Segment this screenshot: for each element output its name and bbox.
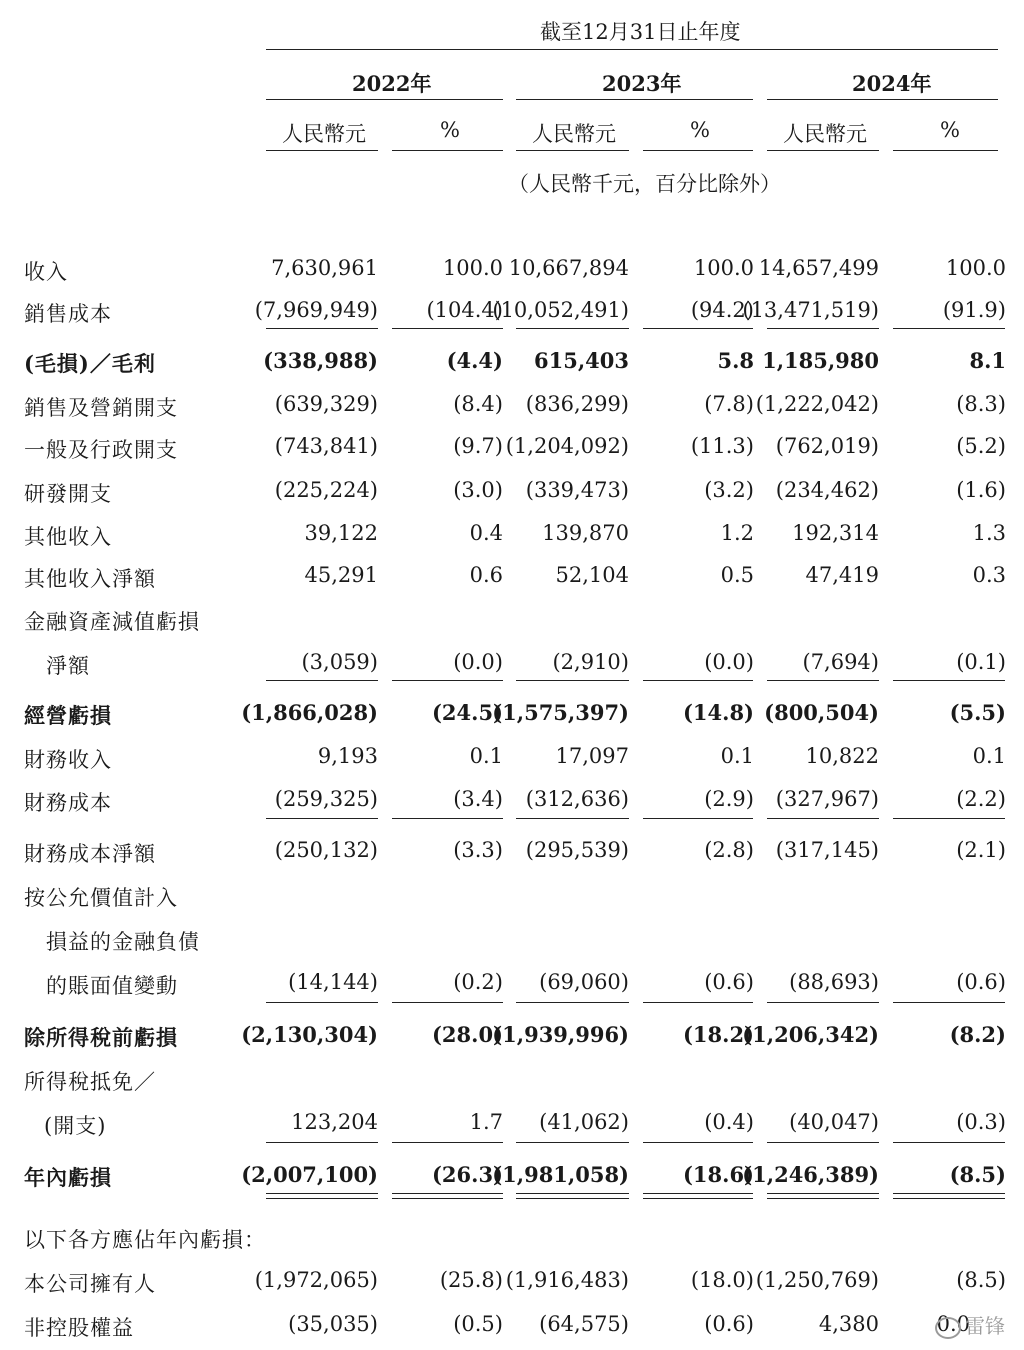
value-2022-rmb: (1,972,065)	[254, 1268, 378, 1292]
value-2022-pct: (104.4)	[426, 298, 503, 322]
value-2022-pct: (9.7)	[453, 434, 503, 458]
value-2022-pct: 0.6	[469, 563, 503, 587]
value-2024-pct: (5.5)	[949, 700, 1006, 725]
value-2024-rmb: 192,314	[792, 521, 879, 545]
row-label: 財務成本淨額	[24, 842, 156, 866]
subtotal-rule	[767, 1142, 879, 1143]
row-label: 非控股權益	[24, 1316, 134, 1340]
subtotal-rule	[392, 328, 503, 329]
value-2024-rmb: (800,504)	[764, 700, 879, 725]
value-2023-pct: (2.9)	[704, 787, 754, 811]
subtotal-rule	[643, 818, 753, 819]
value-2023-pct: 1.2	[720, 521, 754, 545]
value-2024-rmb: (1,206,342)	[742, 1022, 879, 1047]
year-2022-underline	[266, 99, 503, 100]
subtotal-rule	[643, 1002, 753, 1003]
value-2024-pct: 100.0	[945, 256, 1006, 280]
value-2023-rmb: 139,870	[542, 521, 629, 545]
row-label: 本公司擁有人	[24, 1272, 156, 1296]
subtotal-rule	[893, 818, 1005, 819]
value-2023-rmb: (10,052,491)	[492, 298, 629, 322]
value-2022-pct: 0.4	[469, 521, 503, 545]
pct-heading-2022: %	[440, 118, 460, 142]
value-2023-rmb: (1,575,397)	[492, 700, 629, 725]
value-2023-pct: (0.6)	[704, 970, 754, 994]
total-double-rule	[392, 1193, 503, 1199]
value-2023-pct: (18.0)	[690, 1268, 754, 1292]
subtotal-rule	[893, 1002, 1005, 1003]
subheader-underline	[392, 150, 503, 151]
row-label-continued: 淨額	[46, 654, 90, 678]
value-2022-rmb: (2,130,304)	[241, 1022, 378, 1047]
subtotal-rule	[266, 818, 378, 819]
value-2022-pct: 0.1	[469, 744, 503, 768]
value-2022-pct: (4.4)	[446, 348, 503, 373]
subheader-underline	[516, 150, 629, 151]
value-2023-pct: 5.8	[717, 348, 754, 373]
year-2024-underline	[767, 99, 998, 100]
currency-heading-2022: 人民幣元	[282, 122, 366, 146]
row-label: 財務收入	[24, 748, 112, 772]
value-2024-pct: (2.1)	[956, 838, 1006, 862]
value-2023-rmb: (1,916,483)	[505, 1268, 629, 1292]
value-2024-pct: 8.1	[969, 348, 1006, 373]
value-2023-rmb: 52,104	[555, 563, 629, 587]
currency-heading-2023: 人民幣元	[532, 122, 616, 146]
value-2023-rmb: 615,403	[534, 348, 629, 373]
value-2023-pct: (0.4)	[704, 1110, 754, 1134]
value-2024-rmb: (88,693)	[789, 970, 879, 994]
value-2022-rmb: 45,291	[304, 563, 378, 587]
value-2024-pct: (0.1)	[956, 650, 1006, 674]
value-2022-pct: (3.3)	[453, 838, 503, 862]
value-2022-pct: (26.3)	[431, 1162, 503, 1187]
value-2022-pct: (0.5)	[453, 1312, 503, 1336]
subheader-underline	[767, 150, 879, 151]
value-2022-rmb: (3,059)	[301, 650, 378, 674]
row-label: 經營虧損	[24, 703, 112, 728]
value-2024-pct: (91.9)	[942, 298, 1006, 322]
value-2024-pct: (8.2)	[949, 1022, 1006, 1047]
subtotal-rule	[643, 680, 753, 681]
value-2022-rmb: (743,841)	[274, 434, 378, 458]
row-label: 其他收入	[24, 525, 112, 549]
value-2023-pct: (2.8)	[704, 838, 754, 862]
subtotal-rule	[893, 1142, 1005, 1143]
period-heading: 截至12月31日止年度	[540, 20, 741, 44]
value-2022-pct: (0.0)	[453, 650, 503, 674]
value-2024-rmb: 14,657,499	[758, 256, 879, 280]
watermark-text: 雷锋	[965, 1314, 1005, 1338]
period-underline	[266, 49, 998, 50]
value-2023-rmb: (339,473)	[525, 478, 629, 502]
total-double-rule	[643, 1193, 753, 1199]
subheader-underline	[266, 150, 378, 151]
value-2023-pct: (18.2)	[682, 1022, 754, 1047]
value-2022-pct: (0.2)	[453, 970, 503, 994]
value-2023-rmb: (2,910)	[552, 650, 629, 674]
value-2024-pct: 1.3	[972, 521, 1006, 545]
subtotal-rule	[893, 680, 1005, 681]
subtotal-rule	[392, 1142, 503, 1143]
subtotal-rule	[767, 328, 879, 329]
value-2022-rmb: (14,144)	[288, 970, 378, 994]
value-2022-rmb: 39,122	[304, 521, 378, 545]
value-2024-pct: (2.2)	[956, 787, 1006, 811]
subtotal-rule	[516, 1142, 629, 1143]
value-2023-rmb: (1,204,092)	[505, 434, 629, 458]
subtotal-rule	[392, 818, 503, 819]
value-2024-rmb: (234,462)	[775, 478, 879, 502]
value-2022-rmb: 123,204	[291, 1110, 378, 1134]
subtotal-rule	[893, 328, 1005, 329]
value-2024-rmb: (7,694)	[802, 650, 879, 674]
value-2022-rmb: 9,193	[317, 744, 378, 768]
value-2024-pct: (8.5)	[956, 1268, 1006, 1292]
total-double-rule	[516, 1193, 629, 1199]
row-label: 除所得稅前虧損	[24, 1025, 178, 1050]
value-2024-rmb: 4,380	[818, 1312, 879, 1336]
value-2023-pct: (0.6)	[704, 1312, 754, 1336]
value-2022-rmb: (259,325)	[274, 787, 378, 811]
value-2022-rmb: (35,035)	[288, 1312, 378, 1336]
row-label: 一般及行政開支	[24, 438, 178, 462]
value-2022-rmb: (250,132)	[274, 838, 378, 862]
subheader-underline	[643, 150, 753, 151]
value-2022-rmb: (1,866,028)	[241, 700, 378, 725]
value-2022-pct: 100.0	[442, 256, 503, 280]
value-2023-rmb: (836,299)	[525, 392, 629, 416]
subtotal-rule	[392, 680, 503, 681]
value-2024-pct: (8.3)	[956, 392, 1006, 416]
value-2023-rmb: (295,539)	[525, 838, 629, 862]
value-2023-rmb: (41,062)	[539, 1110, 629, 1134]
value-2024-rmb: (13,471,519)	[742, 298, 879, 322]
value-2024-pct: (1.6)	[956, 478, 1006, 502]
value-2022-pct: (8.4)	[453, 392, 503, 416]
value-2023-rmb: (64,575)	[539, 1312, 629, 1336]
subtotal-rule	[643, 1142, 753, 1143]
subtotal-rule	[266, 1002, 378, 1003]
value-2024-pct: 0.1	[972, 744, 1006, 768]
row-label: 銷售及營銷開支	[24, 396, 178, 420]
value-2023-pct: (7.8)	[704, 392, 754, 416]
value-2023-pct: (3.2)	[704, 478, 754, 502]
year-2022-heading: 2022年	[352, 71, 432, 96]
value-2024-pct: (0.6)	[956, 970, 1006, 994]
value-2022-rmb: (338,988)	[263, 348, 378, 373]
subheader-underline	[893, 150, 998, 151]
row-label: 研發開支	[24, 482, 112, 506]
value-2024-rmb: 1,185,980	[762, 348, 879, 373]
subtotal-rule	[767, 1002, 879, 1003]
value-2022-rmb: (2,007,100)	[241, 1162, 378, 1187]
pct-heading-2024: %	[940, 118, 960, 142]
row-label: 按公允價值計入	[24, 886, 178, 910]
row-label: 金融資產減值虧損	[24, 610, 200, 634]
subtotal-rule	[516, 680, 629, 681]
subtotal-rule	[392, 1002, 503, 1003]
row-label-continued: 的賬面值變動	[46, 974, 178, 998]
year-2024-heading: 2024年	[852, 71, 932, 96]
value-2023-pct: 0.1	[720, 744, 754, 768]
subtotal-rule	[767, 680, 879, 681]
value-2024-pct: 0.0	[936, 1312, 970, 1336]
value-2024-rmb: (762,019)	[775, 434, 879, 458]
row-label-continued: 損益的金融負債	[46, 930, 200, 954]
value-2023-pct: (14.8)	[682, 700, 754, 725]
value-2023-rmb: 10,667,894	[508, 256, 629, 280]
value-2023-pct: (18.6)	[682, 1162, 754, 1187]
value-2022-pct: (24.5)	[431, 700, 503, 725]
value-2024-rmb: (1,246,389)	[742, 1162, 879, 1187]
value-2023-pct: (0.0)	[704, 650, 754, 674]
value-2023-pct: (11.3)	[690, 434, 754, 458]
value-2023-pct: 0.5	[720, 563, 754, 587]
value-2022-pct: (3.0)	[453, 478, 503, 502]
value-2023-rmb: (312,636)	[525, 787, 629, 811]
weibo-eye-icon	[935, 1317, 961, 1339]
value-2023-pct: 100.0	[693, 256, 754, 280]
subtotal-rule	[266, 328, 378, 329]
total-double-rule	[767, 1193, 879, 1199]
row-label: 收入	[24, 260, 68, 284]
subtotal-rule	[767, 818, 879, 819]
currency-heading-2024: 人民幣元	[783, 122, 867, 146]
subtotal-rule	[266, 680, 378, 681]
value-2024-pct: 0.3	[972, 563, 1006, 587]
total-double-rule	[266, 1193, 378, 1199]
row-label: 銷售成本	[24, 302, 112, 326]
row-label: 其他收入淨額	[24, 567, 156, 591]
weibo-watermark	[935, 1310, 1005, 1339]
value-2022-pct: 1.7	[469, 1110, 503, 1134]
value-2022-rmb: (225,224)	[274, 478, 378, 502]
total-double-rule	[893, 1193, 1005, 1199]
attribution-heading: 以下各方應佔年內虧損：	[24, 1228, 266, 1252]
value-2023-rmb: (1,939,996)	[492, 1022, 629, 1047]
year-2023-underline	[516, 99, 753, 100]
value-2024-rmb: (40,047)	[789, 1110, 879, 1134]
value-2022-rmb: (7,969,949)	[254, 298, 378, 322]
value-2024-rmb: (1,250,769)	[755, 1268, 879, 1292]
year-2023-heading: 2023年	[602, 71, 682, 96]
row-label: 財務成本	[24, 791, 112, 815]
value-2022-pct: (3.4)	[453, 787, 503, 811]
value-2022-rmb: (639,329)	[274, 392, 378, 416]
value-2024-pct: (0.3)	[956, 1110, 1006, 1134]
value-2023-rmb: 17,097	[555, 744, 629, 768]
pct-heading-2023: %	[690, 118, 710, 142]
row-label: 所得稅抵免／	[24, 1070, 156, 1094]
value-2024-rmb: (327,967)	[775, 787, 879, 811]
unit-note: （人民幣千元，百分比除外）	[508, 172, 781, 196]
value-2023-pct: (94.2)	[690, 298, 754, 322]
value-2022-rmb: 7,630,961	[271, 256, 378, 280]
value-2024-pct: (5.2)	[956, 434, 1006, 458]
subtotal-rule	[516, 818, 629, 819]
value-2023-rmb: (69,060)	[539, 970, 629, 994]
subtotal-rule	[643, 328, 753, 329]
value-2022-pct: (25.8)	[439, 1268, 503, 1292]
value-2024-pct: (8.5)	[949, 1162, 1006, 1187]
value-2024-rmb: 10,822	[805, 744, 879, 768]
value-2023-rmb: (1,981,058)	[492, 1162, 629, 1187]
subtotal-rule	[516, 1002, 629, 1003]
row-label: (毛損)／毛利	[24, 351, 156, 376]
row-label: 年內虧損	[24, 1165, 112, 1190]
value-2024-rmb: 47,419	[805, 563, 879, 587]
value-2024-rmb: (317,145)	[775, 838, 879, 862]
row-label-continued: (開支)	[44, 1114, 107, 1138]
subtotal-rule	[516, 328, 629, 329]
value-2022-pct: (28.0)	[431, 1022, 503, 1047]
value-2024-rmb: (1,222,042)	[755, 392, 879, 416]
subtotal-rule	[266, 1142, 378, 1143]
